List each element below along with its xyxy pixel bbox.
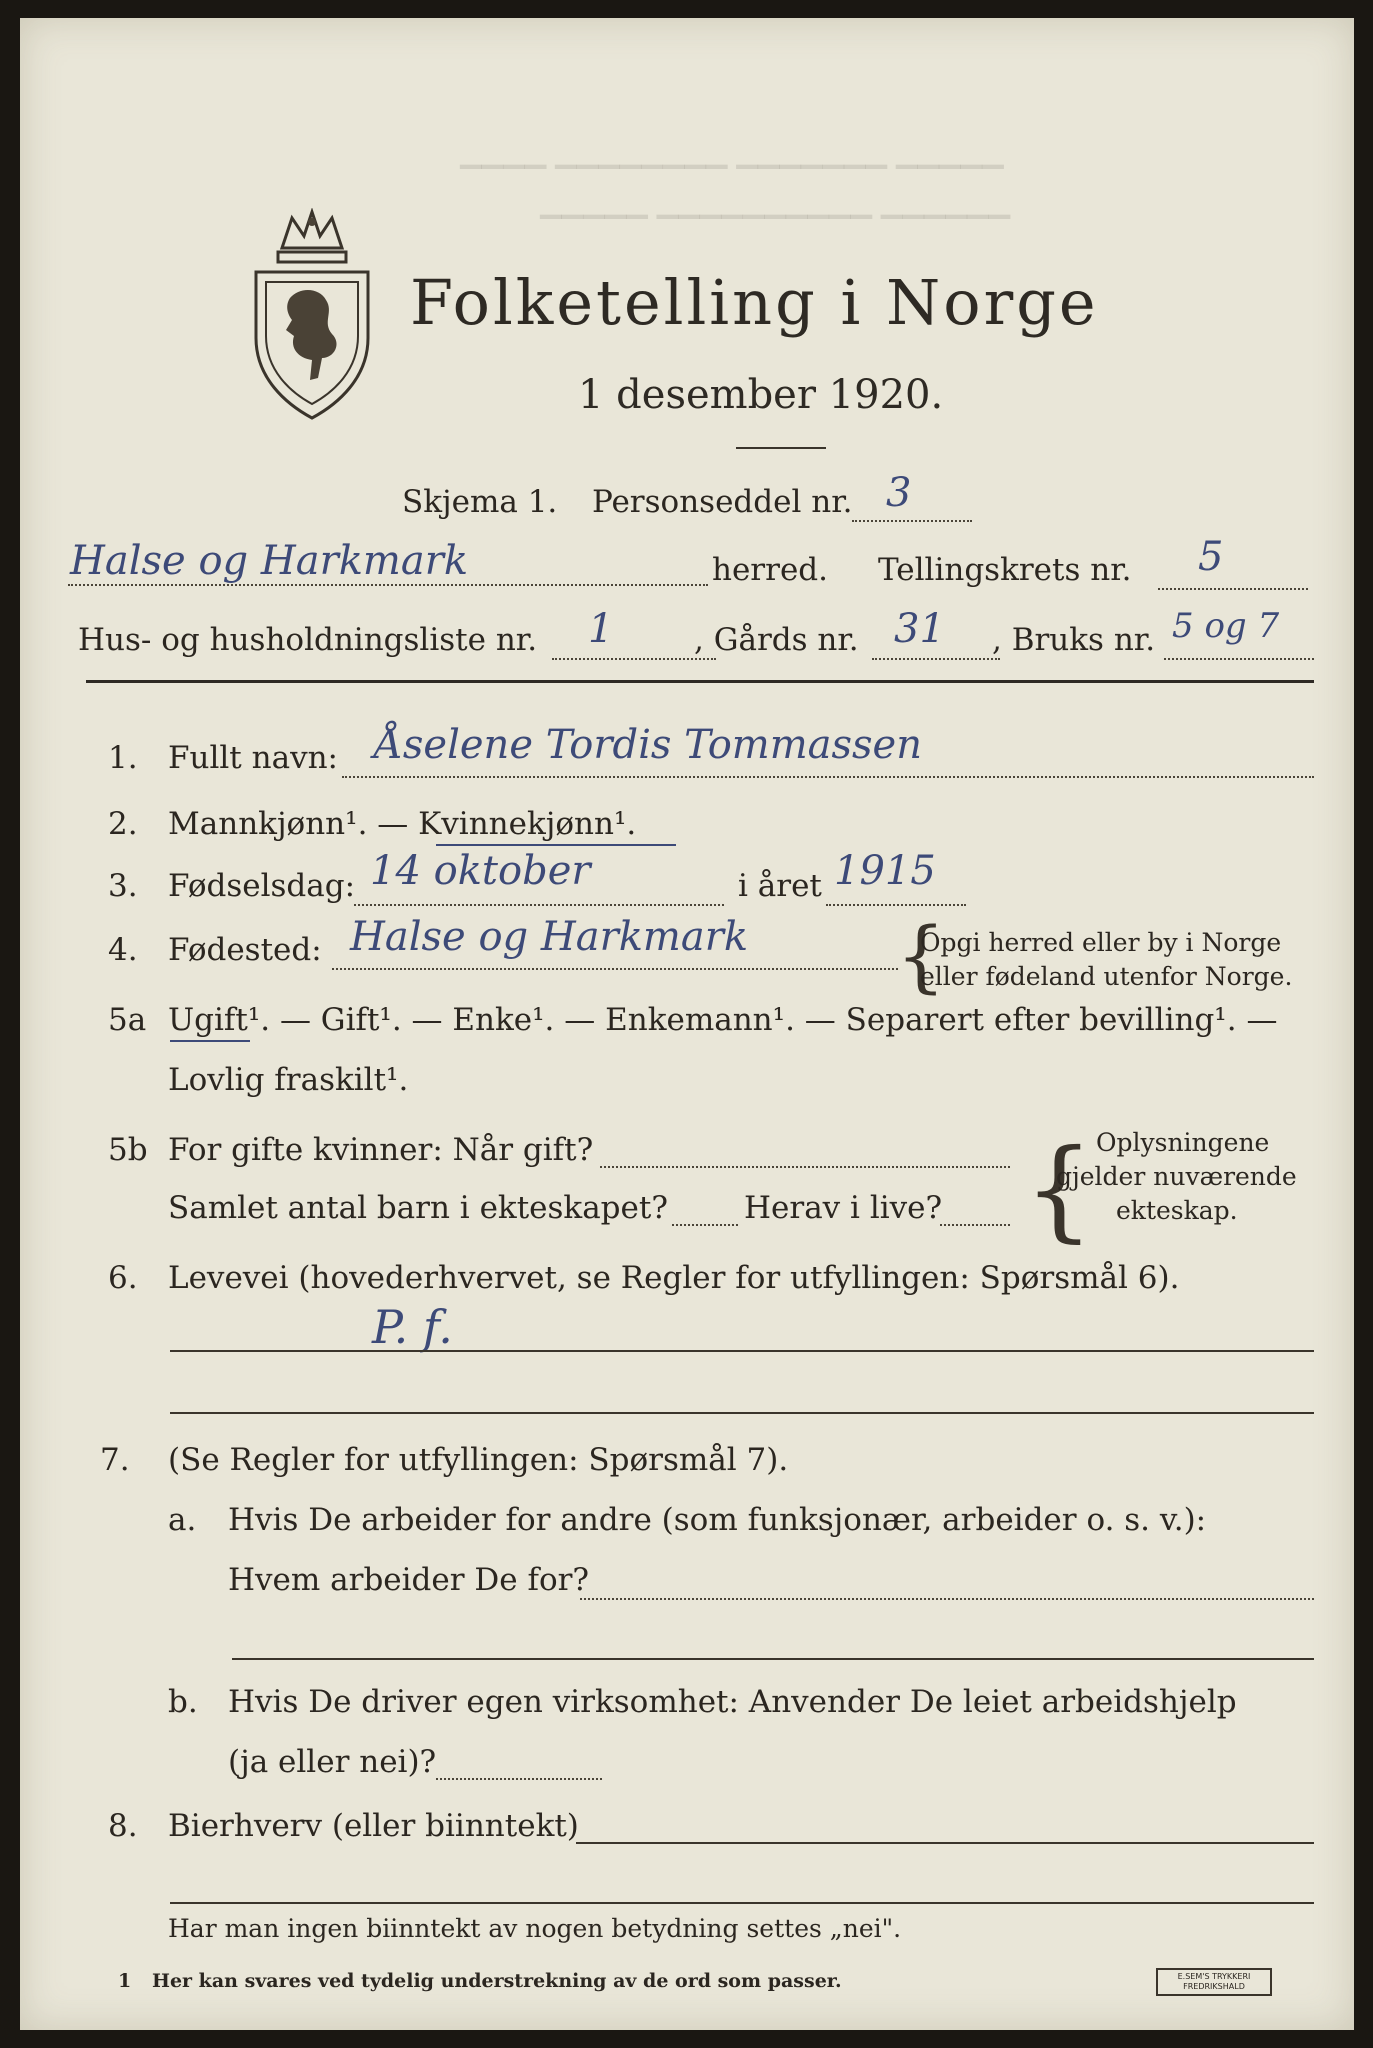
q5b-children-line xyxy=(672,1224,738,1226)
gards-line xyxy=(872,658,1000,660)
q2-gender-options: Mannkjønn¹. — Kvinnekjønn¹. xyxy=(168,806,637,842)
q3-number: 3. xyxy=(108,868,138,904)
hus-value[interactable]: 1 xyxy=(588,606,614,652)
printer-stamp-line2: FREDRIKSHALD xyxy=(1183,1982,1245,1991)
tellingskrets-value[interactable]: 5 xyxy=(1198,534,1224,580)
norway-coat-of-arms-icon xyxy=(242,208,382,428)
tellingskrets-line xyxy=(1158,588,1308,590)
q3-label: Fødselsdag: xyxy=(168,868,356,904)
q7b-label: (ja eller nei)? xyxy=(228,1744,437,1780)
hus-label: Hus- og husholdningsliste nr. xyxy=(78,622,538,658)
q8-answer-line1 xyxy=(576,1842,1314,1844)
bleed-through-text: ▁▁▁▁▁ ▁▁▁▁▁▁▁▁▁▁ ▁▁▁▁▁▁ xyxy=(540,186,1010,219)
q7a-number: a. xyxy=(168,1502,197,1538)
q5a-number: 5a xyxy=(108,1002,147,1038)
q6-occupation-value[interactable]: P. f. xyxy=(372,1300,453,1354)
printer-stamp xyxy=(1156,1968,1272,1996)
form-title: Folketelling i Norge xyxy=(410,266,1099,339)
personseddel-line xyxy=(852,520,972,522)
footnote-text: Her kan svares ved tydelig understrekning av de ord som passer. xyxy=(152,1970,842,1992)
herred-line xyxy=(68,584,708,586)
q5b-alive-label: Herav i live? xyxy=(744,1190,943,1226)
q2-selected-underline xyxy=(436,844,676,846)
q7b-number: b. xyxy=(168,1684,198,1720)
q4-birthplace-value[interactable]: Halse og Harkmark xyxy=(350,914,749,960)
q4-note-line1: Opgi herred eller by i Norge xyxy=(920,928,1282,957)
q8-number: 8. xyxy=(108,1808,138,1844)
q6-answer-line2 xyxy=(170,1412,1314,1414)
q5a-selected-underline xyxy=(170,1040,250,1042)
gards-label: , Gårds nr. xyxy=(694,622,859,658)
q5b-note-line1: Oplysningene xyxy=(1096,1128,1270,1157)
q3-year-line xyxy=(826,904,966,906)
q3-birthday-value[interactable]: 14 oktober xyxy=(370,848,591,894)
personseddel-label: Personseddel nr. xyxy=(592,484,853,520)
herred-value[interactable]: Halse og Harkmark xyxy=(70,538,469,584)
q6-number: 6. xyxy=(108,1260,138,1296)
q7-label: (Se Regler for utfyllingen: Spørsmål 7). xyxy=(168,1442,789,1478)
q4-note-brace: { xyxy=(896,912,946,1002)
q5a-line2: Lovlig fraskilt¹. xyxy=(168,1062,409,1098)
footnote-mark: 1 xyxy=(118,1970,132,1992)
q5b-note-line2: gjelder nuværende xyxy=(1056,1162,1297,1191)
q4-note-line2: eller fødeland utenfor Norge. xyxy=(920,962,1293,991)
q8-note: Har man ingen biinntekt av nogen betydning settes „nei". xyxy=(168,1914,902,1943)
title-divider xyxy=(736,447,826,449)
q6-label: Levevei (hovederhvervet, se Regler for utfyllingen: Spørsmål 6). xyxy=(168,1260,1180,1296)
bruks-label: , Bruks nr. xyxy=(992,622,1156,658)
bleed-through-text: ▁▁▁▁ ▁▁▁▁▁▁▁▁ ▁▁▁▁▁▁▁ ▁▁▁▁▁ xyxy=(460,136,1004,169)
q5b-number: 5b xyxy=(108,1132,148,1168)
q5b-note-brace: { xyxy=(1024,1125,1094,1253)
q1-number: 1. xyxy=(108,740,138,776)
q8-answer-line2 xyxy=(170,1902,1314,1904)
q7a-extra-line xyxy=(232,1658,1314,1660)
bruks-value[interactable]: 5 og 7 xyxy=(1172,606,1280,646)
q4-label: Fødested: xyxy=(168,932,322,968)
q8-label: Bierhverv (eller biinntekt) xyxy=(168,1808,579,1844)
q5b-note-line3: ekteskap. xyxy=(1116,1196,1238,1225)
q6-answer-line1 xyxy=(170,1350,1314,1352)
q5b-married-line xyxy=(600,1166,1010,1168)
q5b-children-label: Samlet antal barn i ekteskapet? xyxy=(168,1190,668,1226)
q2-number: 2. xyxy=(108,806,138,842)
q7b-line1: Hvis De driver egen virksomhet: Anvender De leiet arbeidshjelp xyxy=(228,1684,1237,1720)
q3-year-label: i året xyxy=(738,868,822,904)
q1-full-name-value[interactable]: Åselene Tordis Tommassen xyxy=(374,722,922,768)
hus-line xyxy=(552,658,716,660)
herred-label: herred. xyxy=(712,552,828,588)
printer-stamp-line1: E.SEM'S TRYKKERI xyxy=(1177,1972,1251,1981)
header-separator xyxy=(86,680,1314,683)
q7-number: 7. xyxy=(100,1442,130,1478)
q3-year-value[interactable]: 1915 xyxy=(834,848,936,894)
personseddel-value[interactable]: 3 xyxy=(886,470,912,516)
q7b-answer-line xyxy=(436,1778,602,1780)
q7a-employer-line xyxy=(580,1598,1314,1600)
census-form-page xyxy=(20,18,1354,2030)
q1-line xyxy=(342,776,1314,778)
q3-line xyxy=(354,904,724,906)
bruks-line xyxy=(1164,658,1314,660)
q7a-employer-label: Hvem arbeider De for? xyxy=(228,1562,590,1598)
q5b-line1: For gifte kvinner: Når gift? xyxy=(168,1132,594,1168)
gards-value[interactable]: 31 xyxy=(894,606,945,652)
q7a-line1: Hvis De arbeider for andre (som funksjonær, arbeider o. s. v.): xyxy=(228,1502,1207,1538)
q5b-alive-line xyxy=(940,1224,1010,1226)
tellingskrets-label: Tellingskrets nr. xyxy=(878,552,1132,588)
q1-label: Fullt navn: xyxy=(168,740,338,776)
q4-line xyxy=(332,968,898,970)
form-date: 1 desember 1920. xyxy=(578,372,944,418)
q4-number: 4. xyxy=(108,932,138,968)
skjema-label: Skjema 1. xyxy=(402,484,558,520)
q5a-marital-options: Ugift¹. — Gift¹. — Enke¹. — Enkemann¹. — Separert efter bevilling¹. — xyxy=(168,1002,1278,1038)
